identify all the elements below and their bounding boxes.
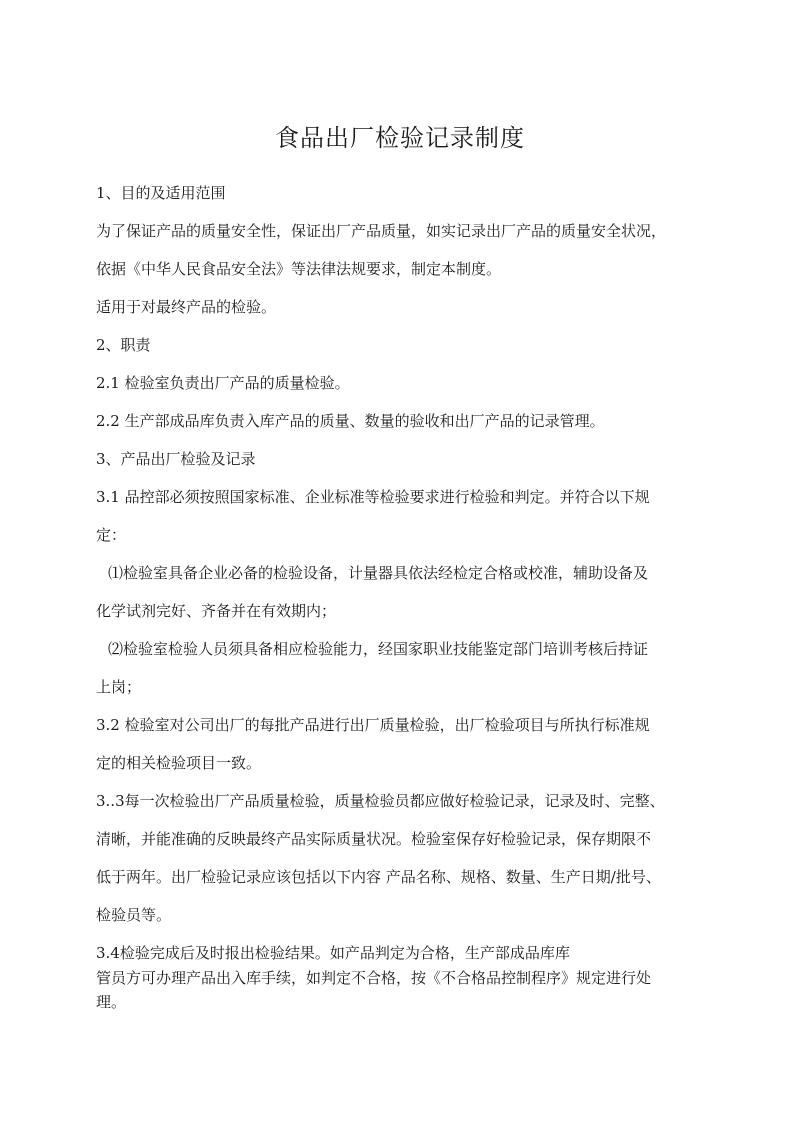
- paragraph-line: 为了保证产品的质量安全性，保证出厂产品质量，如实记录出厂产品的质量安全状况，: [96, 222, 667, 240]
- clause-2-2: 2.2 生产部成品库负责入库产品的质量、数量的验收和出厂产品的记录管理。: [96, 412, 605, 430]
- paragraph-line: 定：: [96, 526, 127, 544]
- clause-3-1: 3.1 品控部必须按照国家标准、企业标准等检验要求进行检验和判定。并符合以下规: [96, 488, 650, 506]
- list-item-2: ⑵检验室检验人员须具备相应检验能力，经国家职业技能鉴定部门培训考核后持证: [108, 640, 649, 658]
- paragraph-line: 上岗；: [96, 678, 142, 696]
- paragraph-line: 检验员等。: [96, 906, 172, 924]
- section-heading-1: 1、目的及适用范围: [96, 184, 226, 202]
- clause-2-1: 2.1 检验室负责出厂产品的质量检验。: [96, 374, 350, 392]
- clause-3-3: 3..3每一次检验出厂产品质量检验，质量检验员都应做好检验记录，记录及时、完整、: [96, 792, 665, 810]
- section-heading-2: 2、职责: [96, 336, 151, 354]
- paragraph-line: 定的相关检验项目一致。: [96, 754, 262, 772]
- document-title: 食品出厂检验记录制度: [275, 124, 525, 152]
- paragraph-line: 适用于对最终产品的检验。: [96, 298, 277, 316]
- paragraph-line: 清晰，并能准确的反映最终产品实际质量状况。检验室保存好检验记录，保存期限不: [96, 830, 652, 848]
- clause-3-4: 3.4检验完成后及时报出检验结果。如产品判定为合格，生产部成品库库: [96, 944, 570, 962]
- section-heading-3: 3、产品出厂检验及记录: [96, 450, 256, 468]
- paragraph-line: 管员方可办理产品出入库手续，如判定不合格，按《不合格品控制程序》规定进行处: [96, 969, 652, 987]
- list-item-1: ⑴检验室具备企业必备的检验设备，计量器具依法经检定合格或校准，辅助设备及: [108, 564, 649, 582]
- paragraph-line: 低于两年。出厂检验记录应该包括以下内容 产品名称、规格、数量、生产日期/批号、: [96, 868, 661, 886]
- clause-3-2: 3.2 检验室对公司出厂的每批产品进行出厂质量检验，出厂检验项目与所执行标准规: [96, 716, 650, 734]
- paragraph-line: 依据《中华人民食品安全法》等法律法规要求，制定本制度。: [96, 260, 502, 278]
- paragraph-line: 理。: [96, 993, 127, 1011]
- paragraph-line: 化学试剂完好、齐备并在有效期内；: [96, 602, 337, 620]
